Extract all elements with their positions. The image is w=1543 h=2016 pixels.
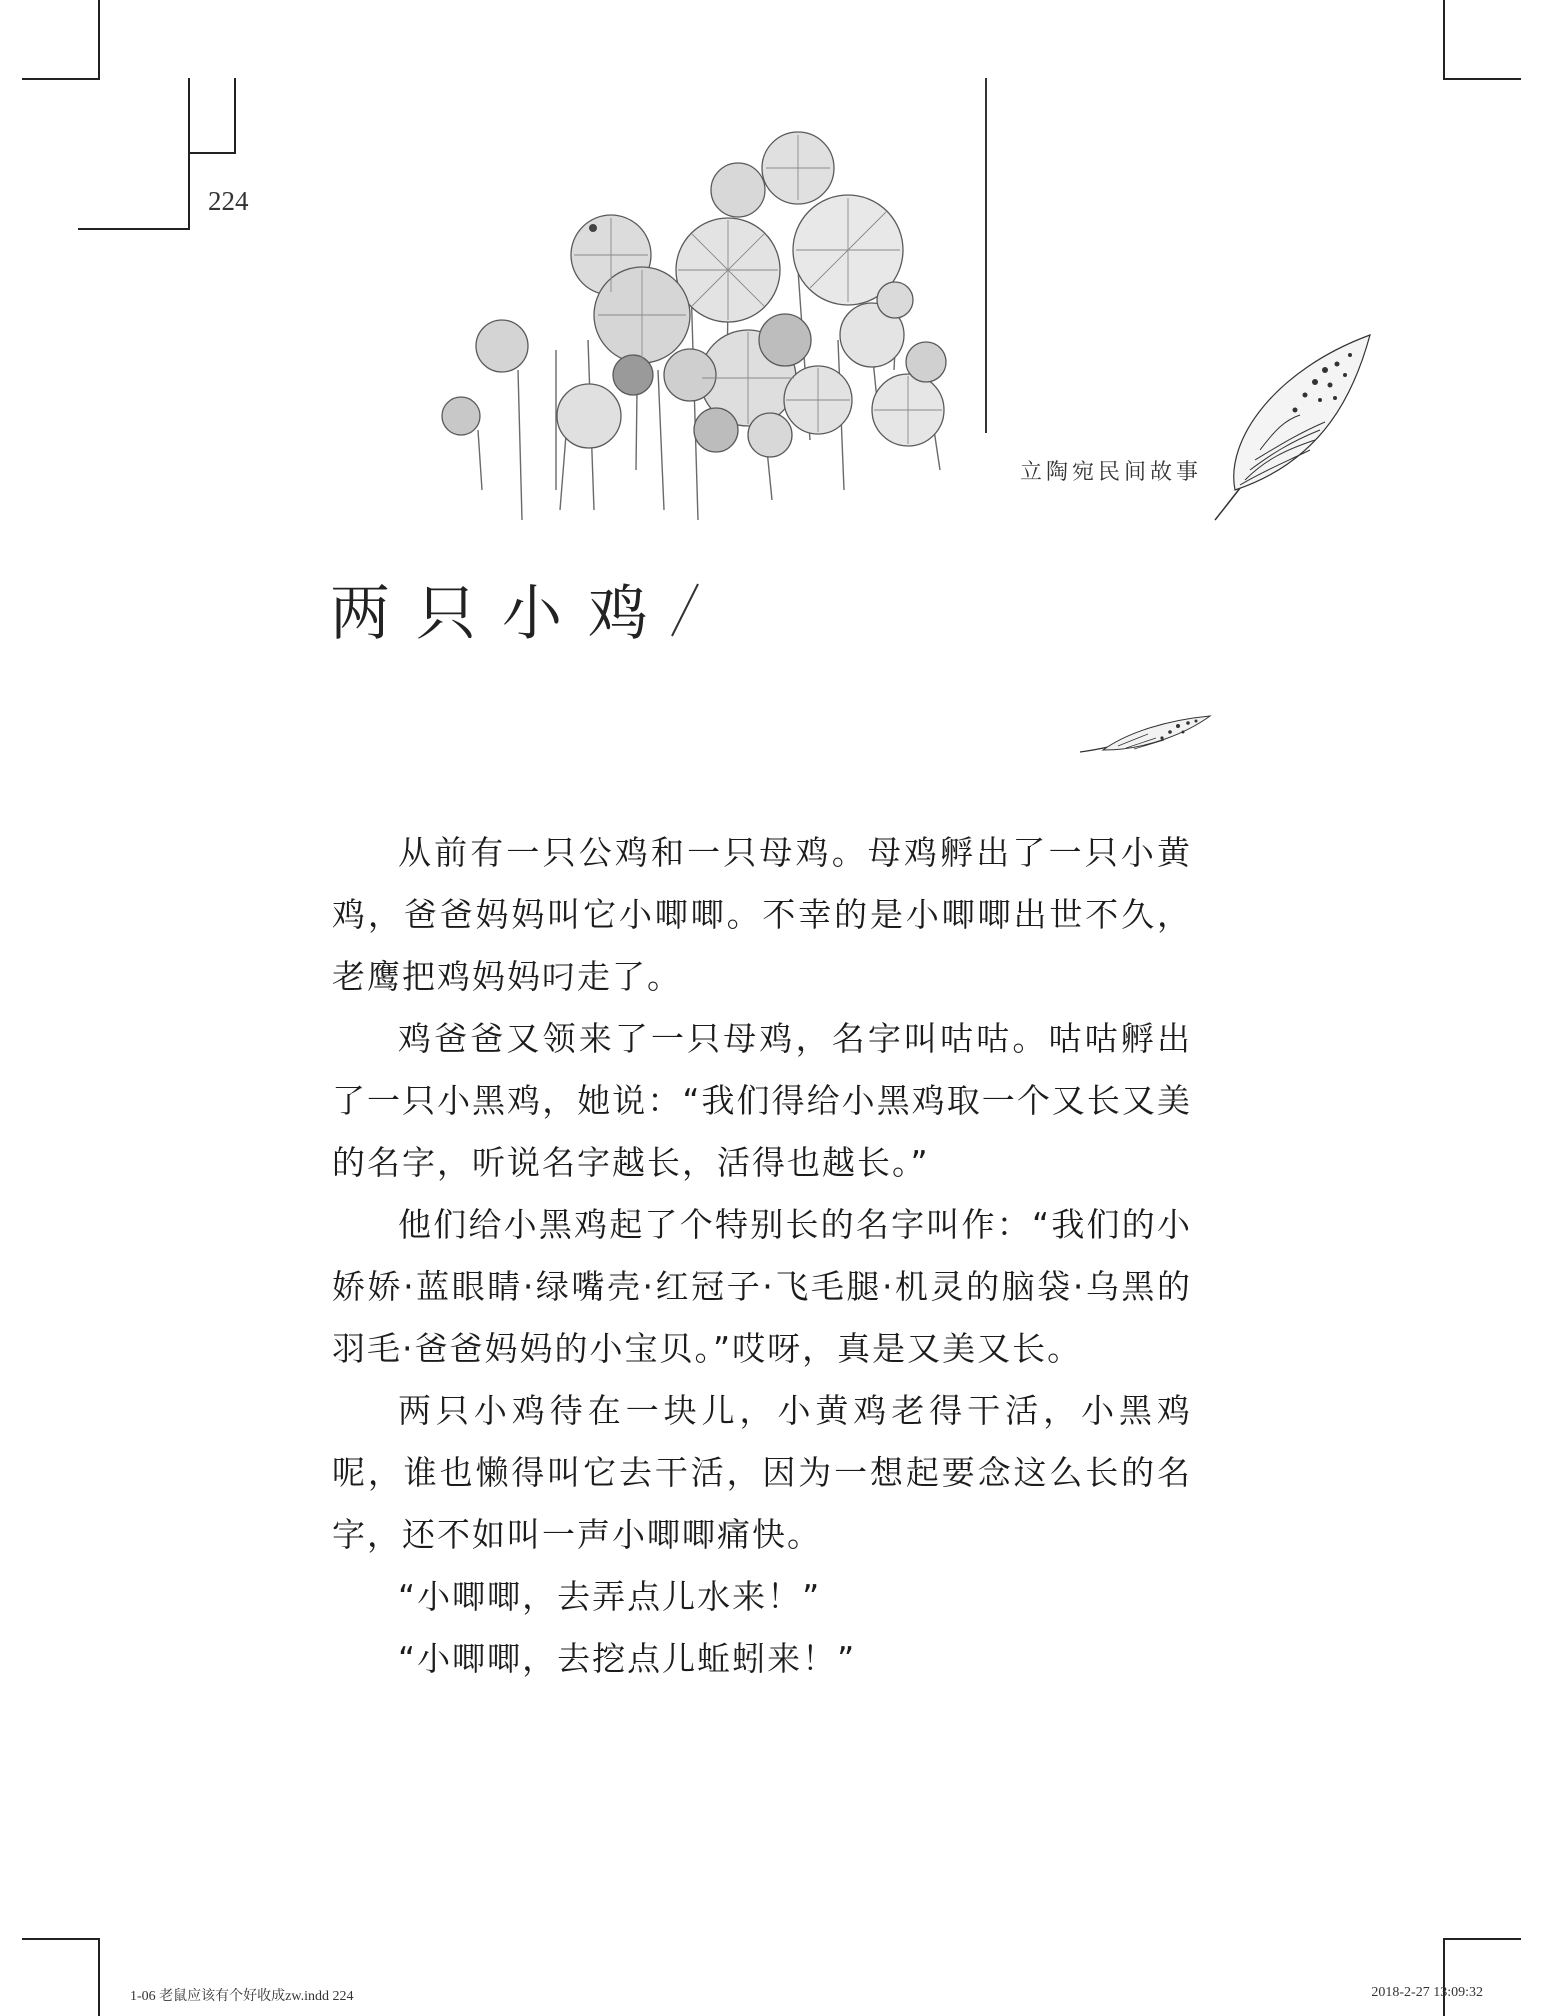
paragraph: 从前有一只公鸡和一只母鸡。母鸡孵出了一只小黄鸡，爸爸妈妈叫它小唧唧。不幸的是小唧唧出世不久，老鹰把鸡妈妈叼走了。 [332,833,1192,996]
story-body [332,822,1192,1690]
footer-file-slug: 1-06 老鼠应该有个好收成zw.indd 224 [130,1989,354,2004]
paragraph: 鸡爸爸又领来了一只母鸡，名字叫咕咕。咕咕孵出了一只小黑鸡，她说：“我们得给小黑鸡取一个又长又美的名字，听说名字越长，活得也越长。” [332,1019,1192,1182]
crop-mark-bl-v1 [98,1938,100,2016]
crop-mark-tl-v1 [98,0,100,78]
crop-mark-tl-h3 [188,152,236,154]
title-slash-decoration [668,580,702,640]
paragraph: “小唧唧，去弄点儿水来！” [398,1577,822,1616]
footer-timestamp: 2018-2-27 13:09:32 [1371,1985,1483,2000]
crop-mark-br-h1 [1443,1938,1521,1940]
paragraph: 两只小鸡待在一块儿，小黄鸡老得干活，小黑鸡呢，谁也懒得叫它去干活，因为一想起要念这么长的名字，还不如叫一声小唧唧痛快。 [332,1391,1192,1554]
paragraph: “小唧唧，去挖点儿蚯蚓来！” [398,1639,857,1678]
crop-mark-tr-v1 [1443,0,1445,78]
small-feather-icon [1078,712,1213,762]
crop-mark-br-v1 [1443,1938,1445,2016]
vertical-divider [985,78,987,433]
page-number: 224 [208,186,249,216]
story-title: 两只小鸡 [330,579,674,649]
crop-mark-tl-h1 [22,78,100,80]
crop-mark-tl-v3 [234,78,236,154]
lotus-leaves-sketch-icon [428,110,988,530]
feather-icon [1205,330,1375,530]
crop-mark-tr-h1 [1443,78,1521,80]
crop-mark-bl-h1 [22,1938,100,1940]
paragraph: 他们给小黑鸡起了个特别长的名字叫作：“我们的小娇娇·蓝眼睛·绿嘴壳·红冠子·飞毛腿·机灵的脑袋·乌黑的羽毛·爸爸妈妈的小宝贝。”哎呀，真是又美又长。 [332,1205,1192,1368]
crop-mark-tl-v2 [188,78,190,230]
crop-mark-tl-h2 [78,228,190,230]
series-title: 立陶宛民间故事 [1020,460,1203,485]
